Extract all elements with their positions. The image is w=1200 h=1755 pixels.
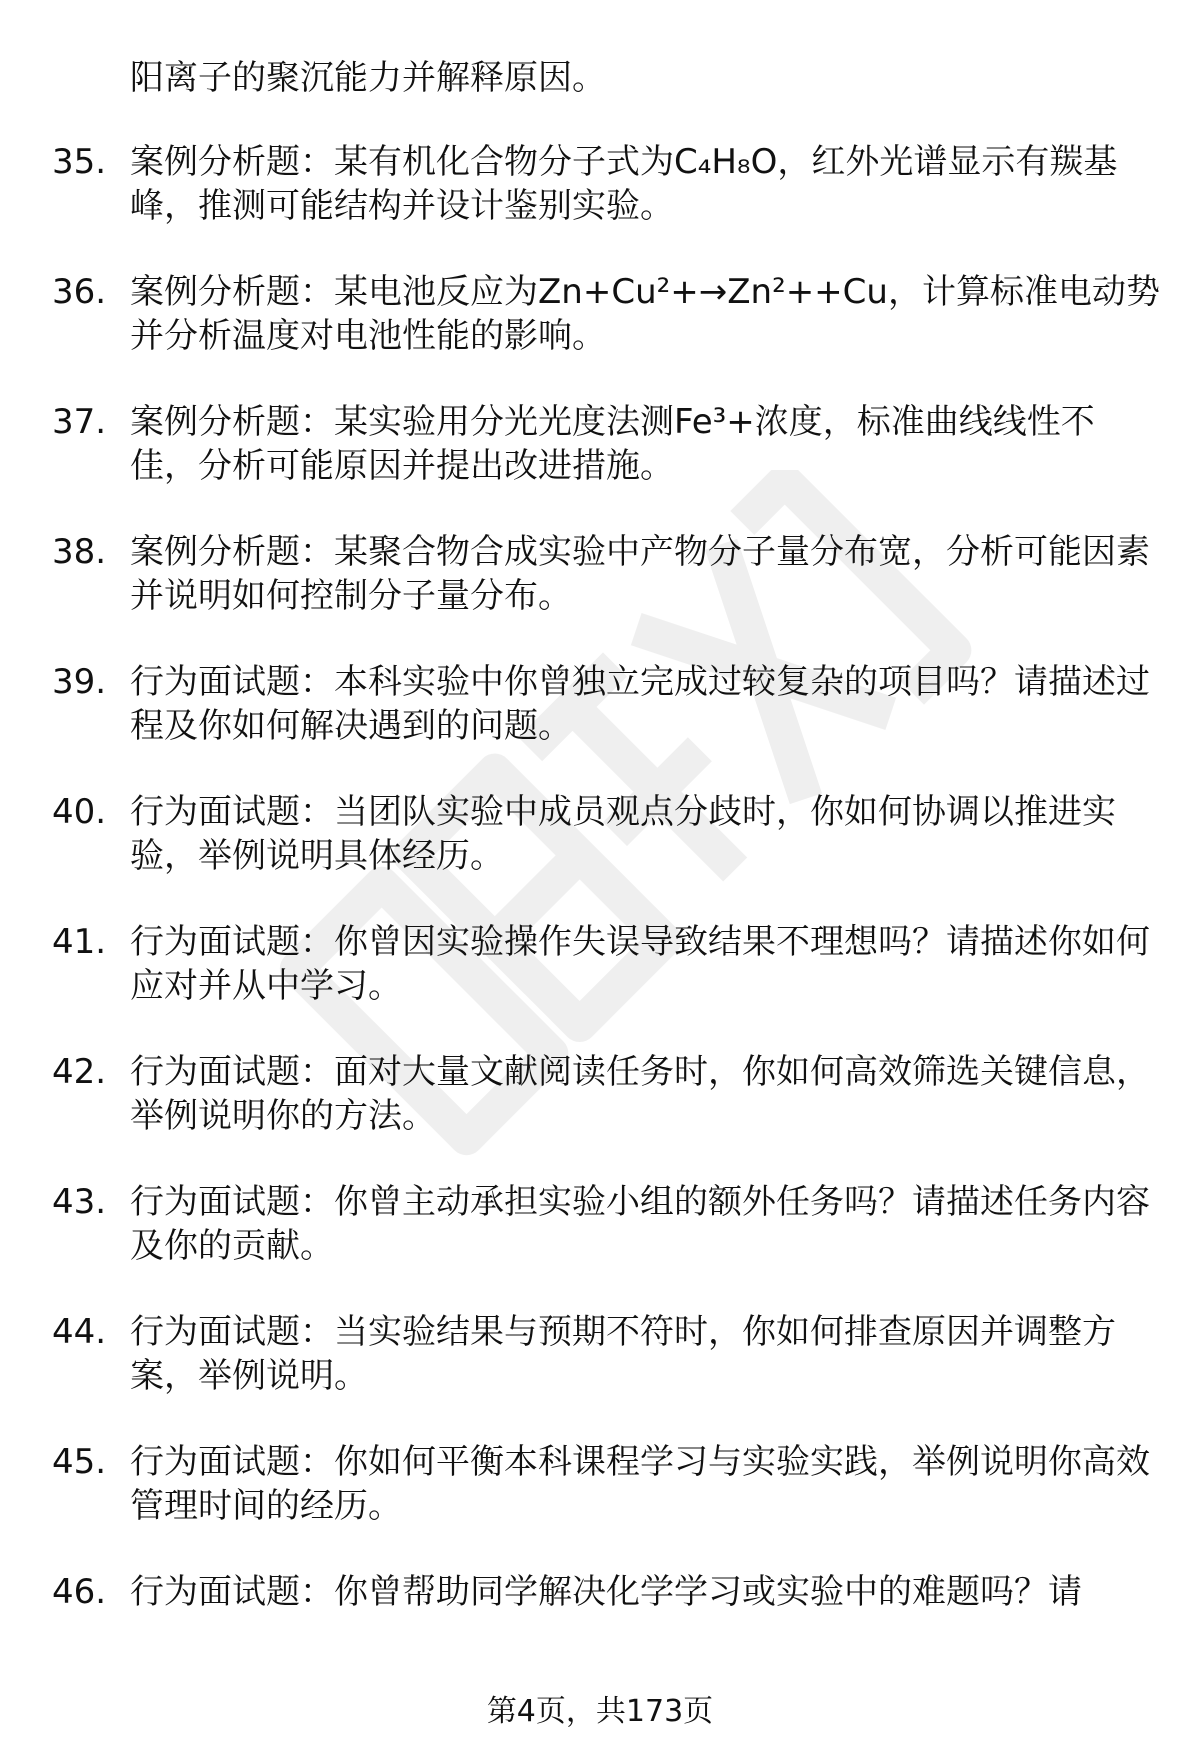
question-item: [52, 270, 1162, 358]
continued-question-text: 阳离子的聚沉能力并解释原因。: [130, 58, 606, 98]
question-text: 行为面试题：本科实验中你曾独立完成过较复杂的项目吗？请描述过程及你如何解决遇到的问题。: [130, 662, 1150, 746]
question-text: 行为面试题：你曾帮助同学解决化学学习或实验中的难题吗？请: [130, 1572, 1082, 1612]
question-number: 40.: [52, 792, 107, 832]
question-number: 45.: [52, 1442, 107, 1482]
question-item: [52, 400, 1162, 488]
question-text: 行为面试题：当实验结果与预期不符时，你如何排查原因并调整方案，举例说明。: [130, 1312, 1116, 1396]
question-number: 46.: [52, 1572, 107, 1612]
question-number: 38.: [52, 532, 107, 572]
question-item: [52, 660, 1162, 748]
question-text: 案例分析题：某实验用分光光度法测Fe³+浓度，标准曲线线性不佳，分析可能原因并提出改进措施。: [130, 402, 1095, 486]
question-text: 案例分析题：某聚合物合成实验中产物分子量分布宽，分析可能因素并说明如何控制分子量分布。: [130, 532, 1150, 616]
question-item: [52, 140, 1162, 228]
question-list: [52, 140, 1162, 1656]
question-number: 41.: [52, 922, 107, 962]
question-item: [52, 1310, 1162, 1398]
question-number: 37.: [52, 402, 107, 442]
question-item: [52, 530, 1162, 618]
page-footer: 第4页，共173页: [486, 1694, 714, 1729]
question-item: [52, 1440, 1162, 1528]
question-text: 行为面试题：你如何平衡本科课程学习与实验实践，举例说明你高效管理时间的经历。: [130, 1442, 1150, 1526]
question-item: [52, 1570, 1162, 1614]
question-text: 案例分析题：某有机化合物分子式为C₄H₈O，红外光谱显示有羰基峰，推测可能结构并设计鉴别实验。: [130, 142, 1118, 226]
question-item: [52, 1180, 1162, 1268]
question-item: [52, 920, 1162, 1008]
question-item: [52, 1050, 1162, 1138]
question-number: 35.: [52, 142, 107, 182]
question-text: 行为面试题：当团队实验中成员观点分歧时，你如何协调以推进实验，举例说明具体经历。: [130, 792, 1116, 876]
question-item: [52, 790, 1162, 878]
question-text: 案例分析题：某电池反应为Zn+Cu²+→Zn²++Cu，计算标准电动势并分析温度对电池性能的影响。: [130, 272, 1160, 356]
question-text: 行为面试题：你曾因实验操作失误导致结果不理想吗？请描述你如何应对并从中学习。: [130, 922, 1150, 1006]
question-number: 42.: [52, 1052, 107, 1092]
question-number: 36.: [52, 272, 107, 312]
question-number: 44.: [52, 1312, 107, 1352]
question-text: 行为面试题：你曾主动承担实验小组的额外任务吗？请描述任务内容及你的贡献。: [130, 1182, 1150, 1266]
question-number: 43.: [52, 1182, 107, 1222]
question-text: 行为面试题：面对大量文献阅读任务时，你如何高效筛选关键信息，举例说明你的方法。: [130, 1052, 1150, 1136]
question-number: 39.: [52, 662, 107, 702]
